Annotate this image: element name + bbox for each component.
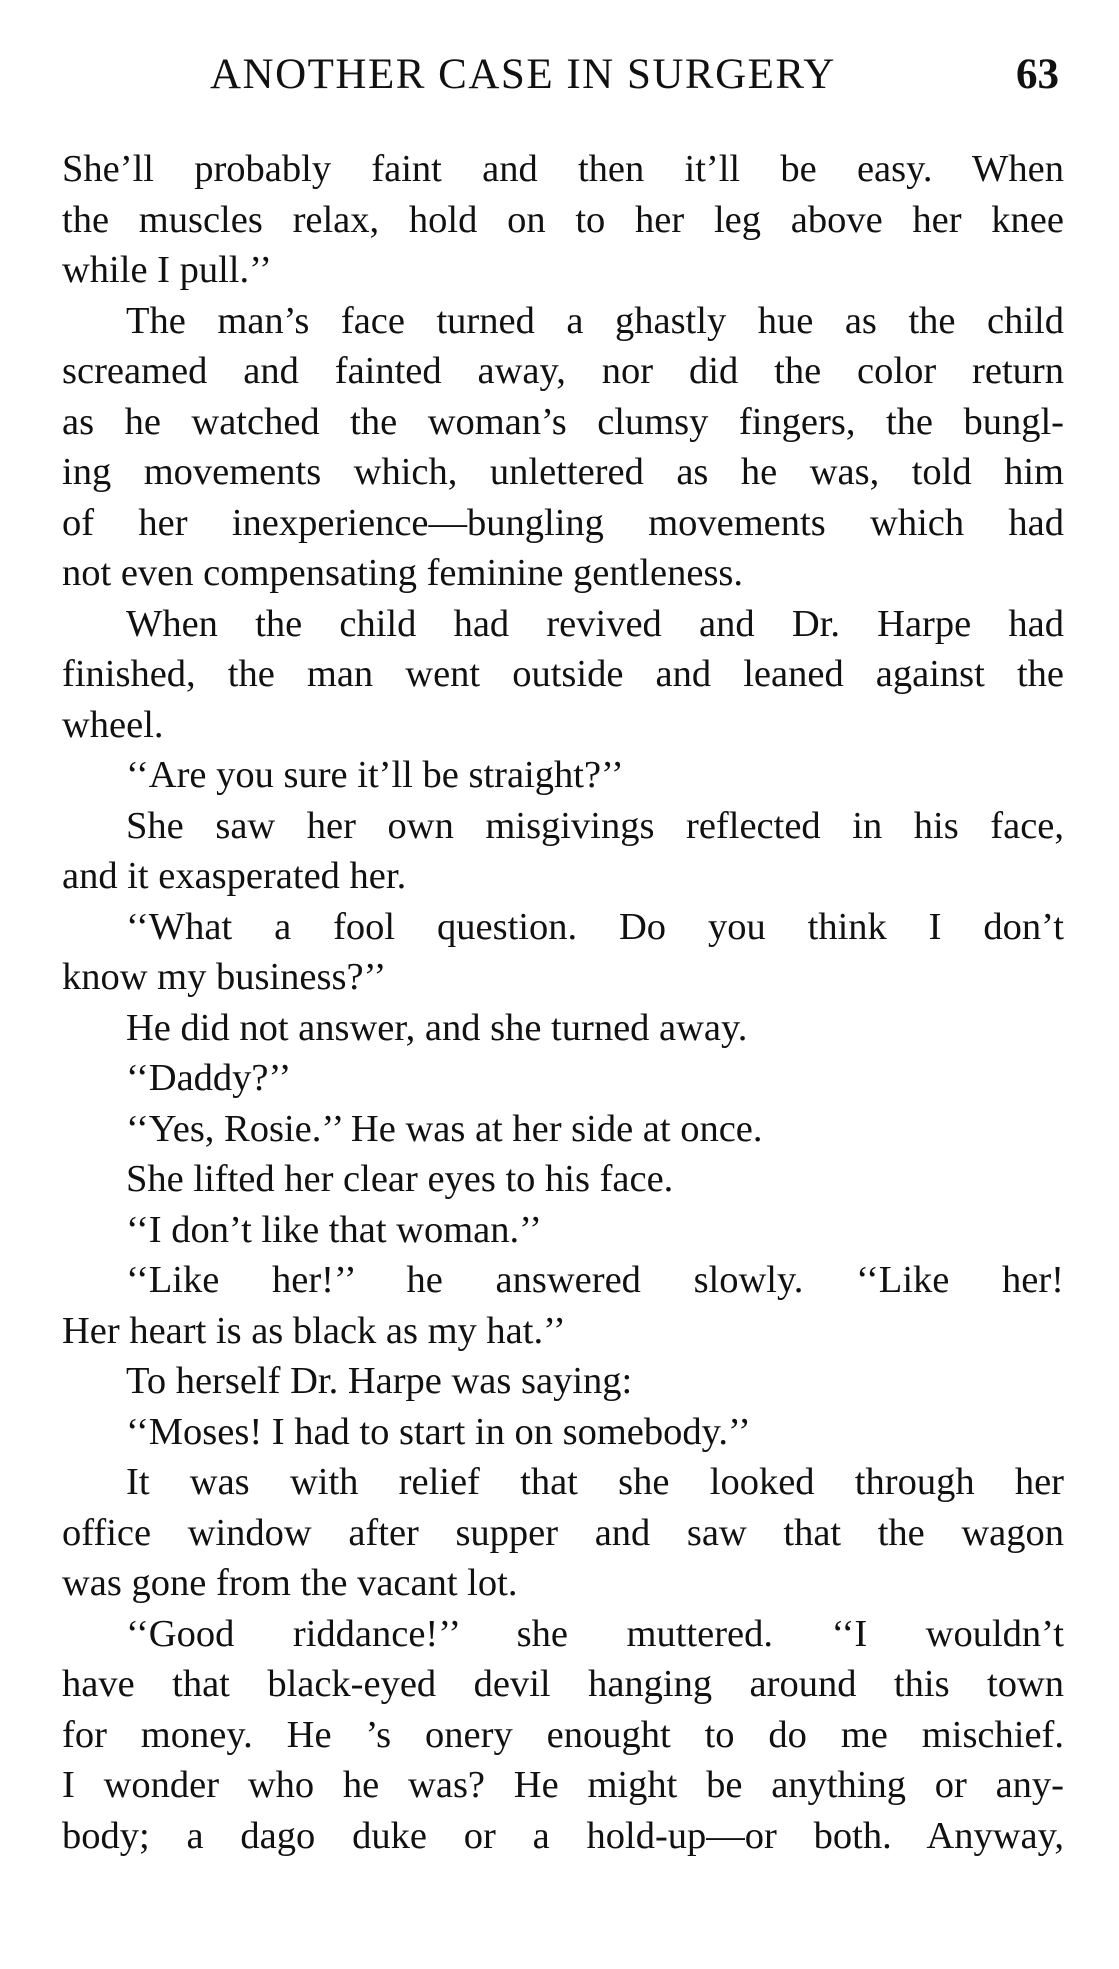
text-line: office window after supper and saw that the wagon	[62, 1511, 1064, 1554]
text-line: Her heart is as black as my hat.’’	[62, 1309, 566, 1352]
text-line: ‘‘What a fool question. Do you think I don’t	[126, 905, 1064, 948]
text-line: for money. He ’s onery enought to do me mischief.	[62, 1713, 1064, 1756]
text-line: I wonder who he was? He might be anything or any-	[62, 1764, 1064, 1806]
text-line: ‘‘Moses! I had to start in on somebody.’’	[126, 1410, 751, 1453]
text-line: ‘‘Daddy?’’	[126, 1057, 292, 1099]
text-line: When the child had revived and Dr. Harpe had	[126, 602, 1064, 645]
text-line: The man’s face turned a ghastly hue as the child	[126, 299, 1064, 342]
text-line: She’ll probably faint and then it’ll be easy. When	[62, 148, 1064, 190]
text-line: have that black-eyed devil hanging around this town	[62, 1663, 1064, 1705]
text-line: know my business?’’	[62, 956, 387, 998]
text-line: ‘‘I don’t like that woman.’’	[126, 1208, 542, 1251]
text-line: body; a dago duke or a hold-up—or both. Anyway,	[62, 1814, 1064, 1857]
text-line: She saw her own misgivings reflected in his face,	[126, 804, 1064, 847]
text-line: screamed and fainted away, nor did the color return	[62, 350, 1064, 392]
text-line: and it exasperated her.	[62, 855, 407, 897]
text-line: It was with relief that she looked through her	[126, 1461, 1064, 1503]
text-line: while I pull.’’	[62, 249, 272, 291]
text-line: ‘‘Yes, Rosie.’’ He was at her side at once.	[126, 1107, 763, 1150]
text-line: was gone from the vacant lot.	[62, 1562, 518, 1604]
text-line: ing movements which, unlettered as he was, told him	[62, 451, 1064, 493]
text-line: ‘‘Are you sure it’ll be straight?’’	[126, 754, 624, 796]
text-line: the muscles relax, hold on to her leg above her knee	[62, 198, 1064, 241]
page-number: 63	[1016, 51, 1059, 98]
text-line: She lifted her clear eyes to his face.	[126, 1158, 674, 1200]
text-line: of her inexperience—bungling movements which had	[62, 501, 1064, 544]
text-line: wheel.	[62, 703, 164, 746]
body-text	[62, 144, 1064, 1861]
text-line: He did not answer, and she turned away.	[126, 1006, 748, 1049]
text-line: To herself Dr. Harpe was saying:	[126, 1360, 633, 1402]
text-line: finished, the man went outside and leaned against the	[62, 653, 1064, 695]
text-line: as he watched the woman’s clumsy fingers, the bungl-	[62, 400, 1064, 443]
running-head	[0, 50, 1119, 110]
running-title: ANOTHER CASE IN SURGERY	[210, 51, 836, 98]
text-line: ‘‘Good riddance!’’ she muttered. ‘‘I wouldn’t	[126, 1612, 1064, 1655]
text-line: ‘‘Like her!’’ he answered slowly. ‘‘Like her!	[126, 1259, 1064, 1301]
text-line: not even compensating feminine gentleness.	[62, 552, 744, 594]
